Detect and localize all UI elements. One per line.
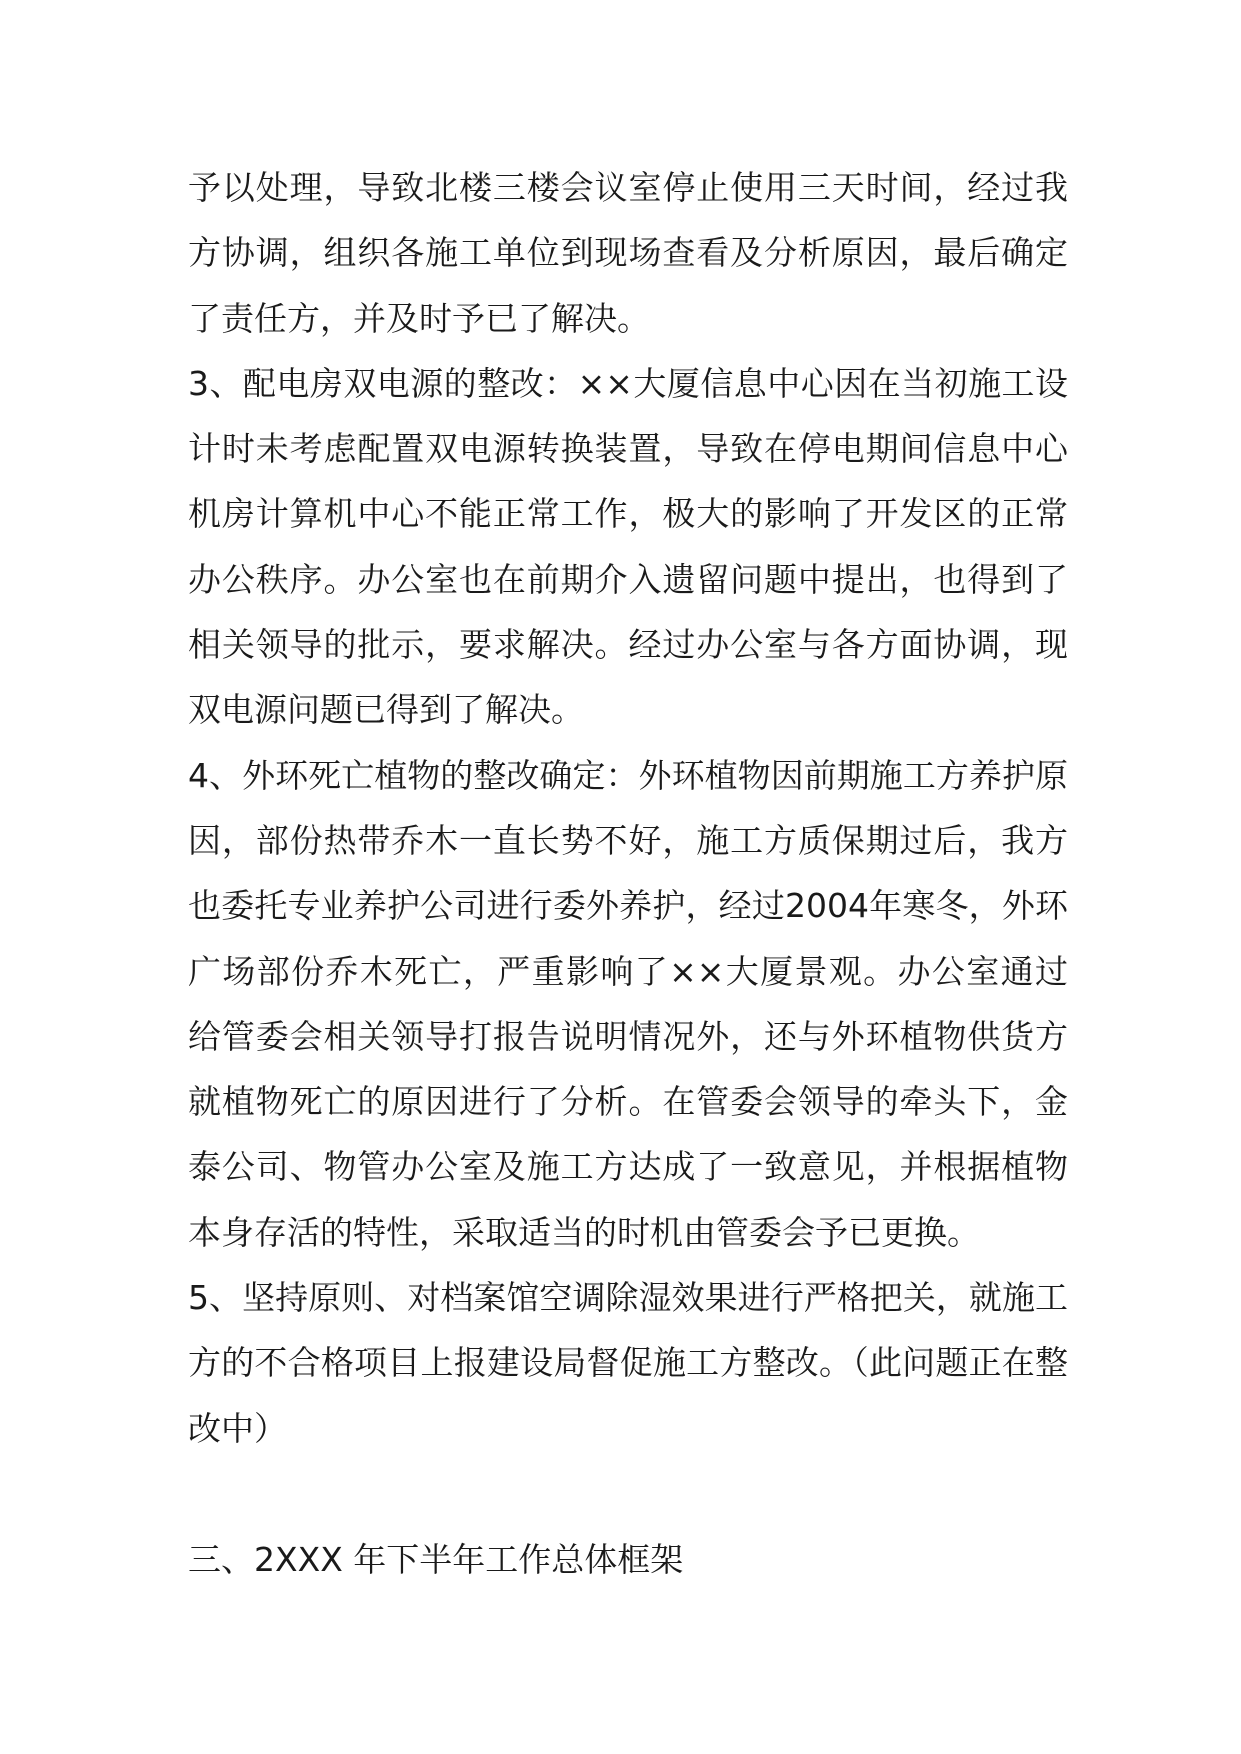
paragraph-item-3: 3、配电房双电源的整改：××大厦信息中心因在当初施工设计时未考虑配置双电源转换装置，导致在停电期间信息中心机房计算机中心不能正常工作，极大的影响了开发区的正常办公秩序。办公室也在前期介入遗留问题中提出，也得到了相关领导的批示，要求解决。经过办公室与各方面协调，现双电源问题已得到了解决。 [188, 363, 1068, 730]
section-heading: 三、2XXX 年下半年工作总体框架 [188, 1540, 684, 1579]
paragraph-item-5: 5、坚持原则、对档案馆空调除湿效果进行严格把关，就施工方的不合格项目上报建设局督促施工方整改。（此问题正在整改中） [188, 1278, 1068, 1448]
document-body [188, 155, 1068, 1461]
paragraph-continuation: 予以处理，导致北楼三楼会议室停止使用三天时间，经过我方协调，组织各施工单位到现场查看及分析原因，最后确定了责任方，并及时予已了解决。 [188, 168, 1068, 338]
paragraph-item-4: 4、外环死亡植物的整改确定：外环植物因前期施工方养护原因，部份热带乔木一直长势不好，施工方质保期过后，我方也委托专业养护公司进行委外养护，经过2004年寒冬，外环广场部份乔木死亡，严重影响了××大厦景观。办公室通过给管委会相关领导打报告说明情况外，还与外环植物供货方就植物死亡的原因进行了分析。在管委会领导的牵头下，金泰公司、物管办公室及施工方达成了一致意见，并根据植物本身存活的特性，采取适当的时机由管委会予已更换。 [188, 755, 1068, 1252]
